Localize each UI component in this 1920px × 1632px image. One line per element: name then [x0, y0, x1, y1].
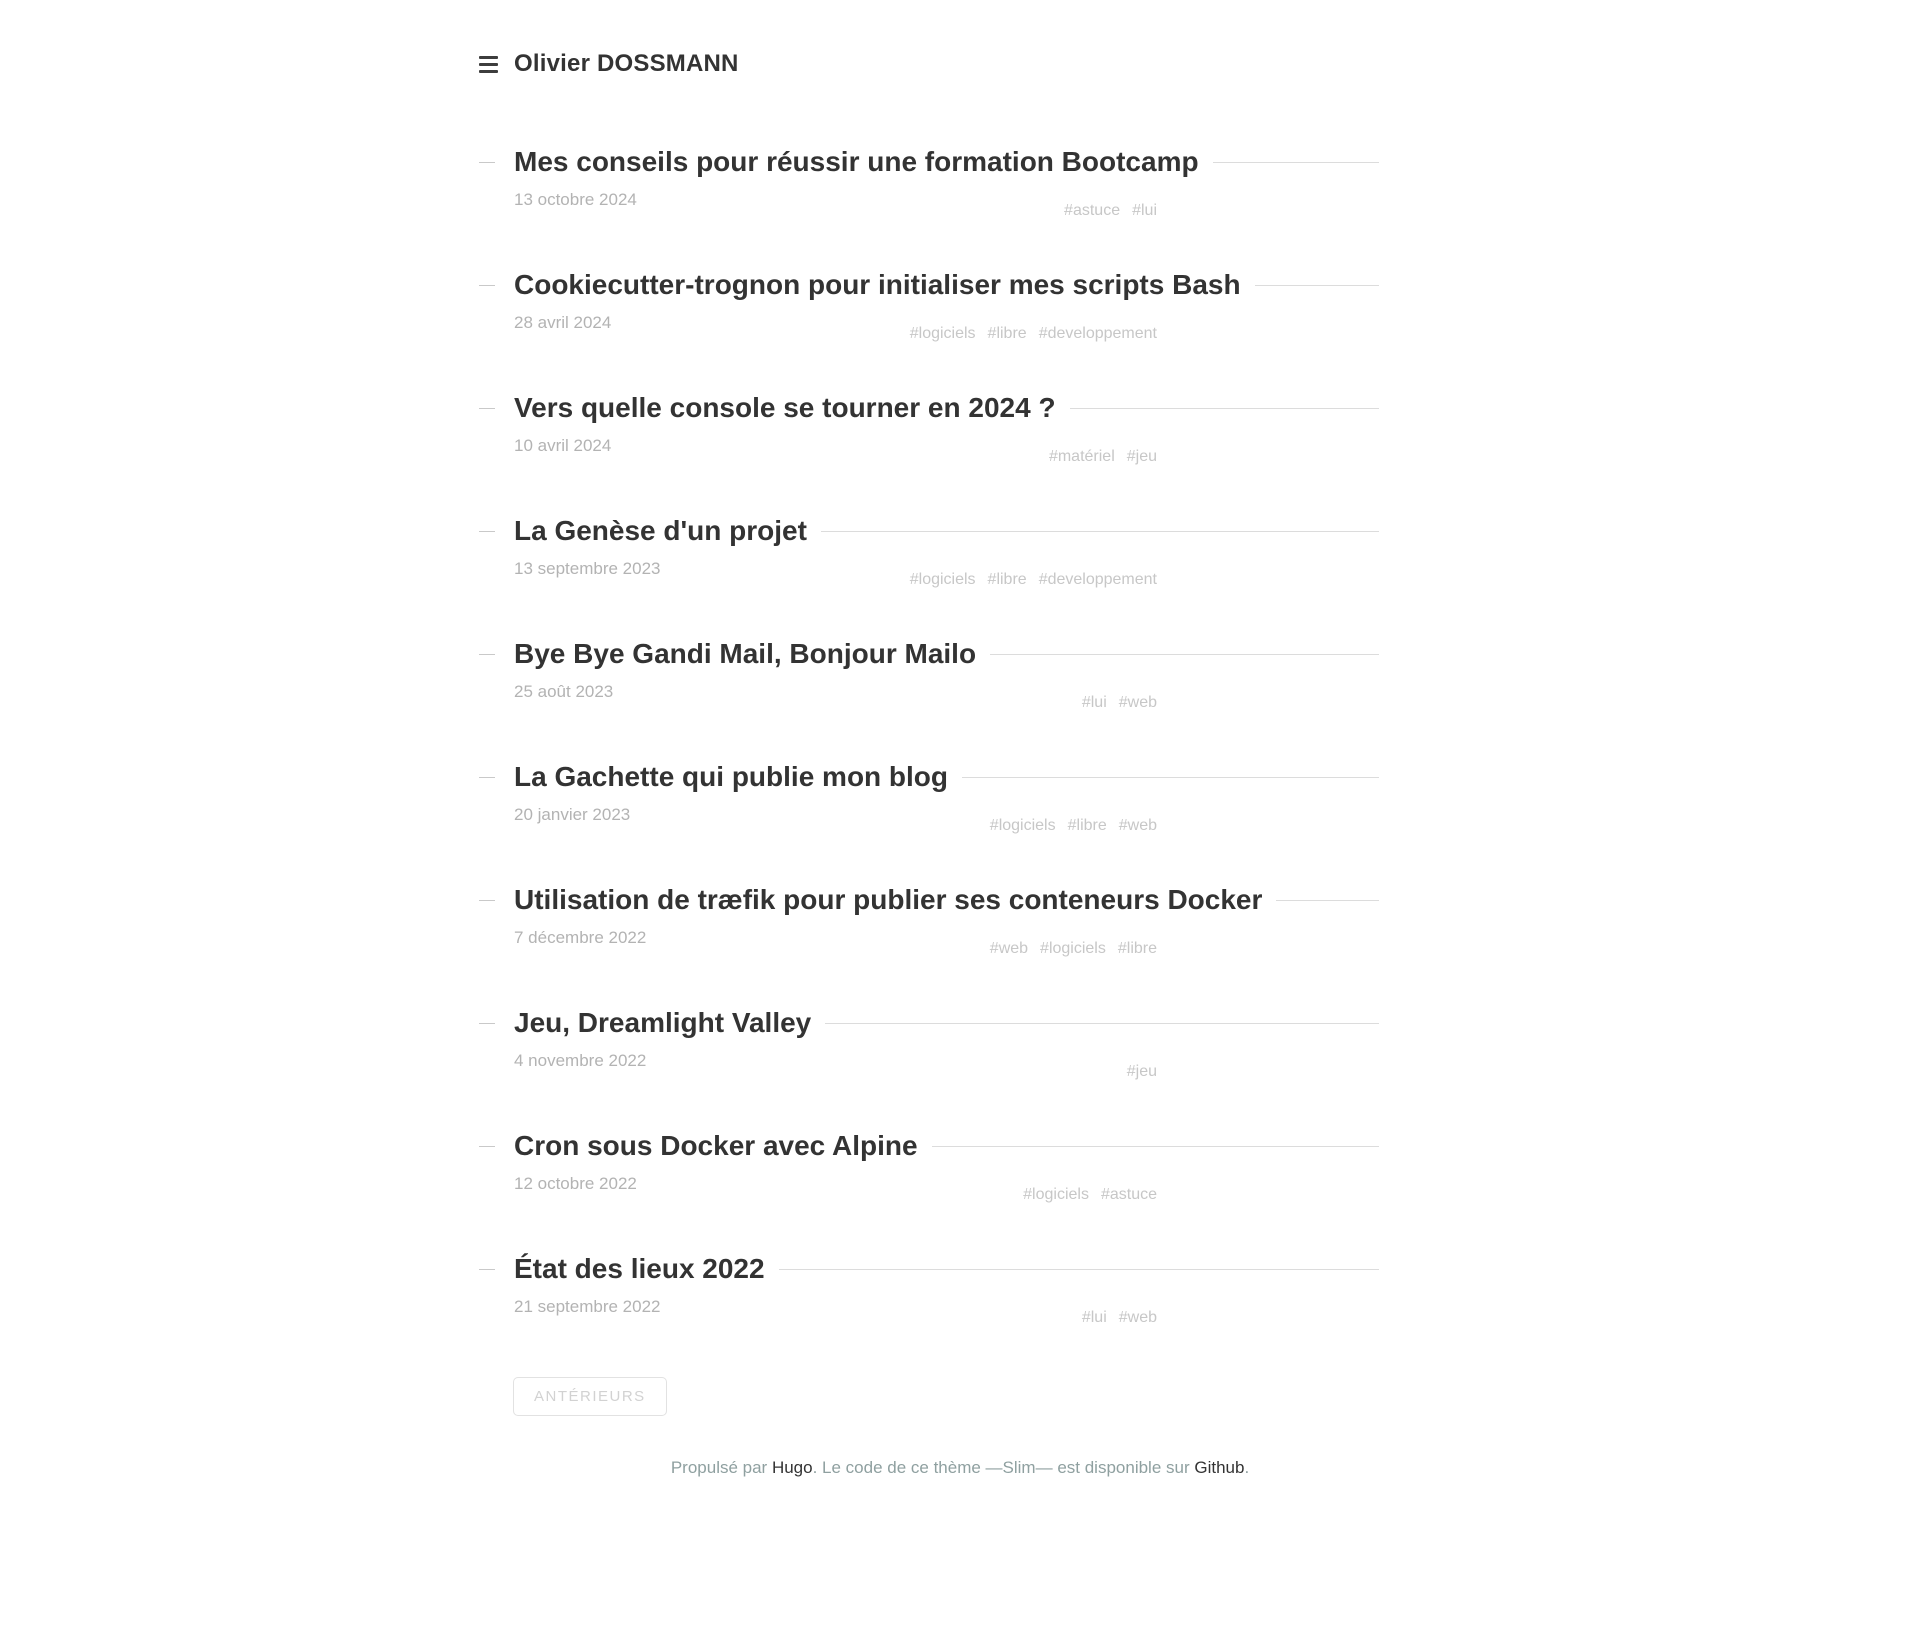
tag-link[interactable]: #web — [1118, 1309, 1157, 1326]
post-meta — [479, 557, 1379, 588]
post-date: 10 avril 2024 — [514, 436, 612, 455]
footer-suffix-text: . — [1244, 1458, 1250, 1477]
older-posts-button[interactable]: ANTÉRIEURS — [513, 1377, 667, 1416]
post-tags — [1049, 446, 1157, 468]
post-title — [479, 513, 1379, 549]
post-title — [479, 1128, 1379, 1164]
post-item — [479, 390, 1379, 465]
post-date: 21 septembre 2022 — [514, 1297, 661, 1316]
post-date: 20 janvier 2023 — [514, 805, 631, 824]
post-title-link[interactable]: Mes conseils pour réussir une formation Bootcamp — [514, 146, 1199, 177]
post-item — [479, 882, 1379, 957]
post-title-link[interactable]: État des lieux 2022 — [514, 1253, 765, 1284]
tag-link[interactable]: #web — [989, 940, 1029, 957]
post-meta — [479, 926, 1379, 957]
tag-link[interactable]: #lui — [1132, 202, 1157, 219]
footer-theme-text: . Le code de ce thème —Slim— est disponible sur — [812, 1458, 1195, 1477]
post-title-link[interactable]: La Genèse d'un projet — [514, 515, 807, 546]
post-meta — [479, 1172, 1379, 1203]
post-title — [479, 882, 1379, 918]
post-tags — [1064, 200, 1157, 222]
post-tags — [1082, 1307, 1157, 1329]
post-title — [479, 390, 1379, 426]
site-header — [479, 48, 1379, 80]
post-title — [479, 636, 1379, 672]
post-item — [479, 144, 1379, 219]
footer-powered-text: Propulsé par — [670, 1458, 772, 1477]
post-date: 28 avril 2024 — [514, 313, 612, 332]
post-date: 13 septembre 2023 — [514, 559, 661, 578]
post-item — [479, 636, 1379, 711]
tag-link[interactable]: #jeu — [1126, 448, 1157, 465]
site-footer — [0, 1458, 1920, 1504]
tag-link[interactable]: #logiciels — [909, 571, 976, 588]
post-list — [479, 144, 1379, 1326]
post-meta — [479, 680, 1379, 711]
tag-link[interactable]: #jeu — [1126, 1063, 1157, 1080]
tag-link[interactable]: #lui — [1081, 1309, 1107, 1326]
post-date: 7 décembre 2022 — [514, 928, 647, 947]
page-container — [479, 0, 1379, 1416]
post-title — [479, 267, 1379, 303]
site-title[interactable]: Olivier DOSSMANN — [514, 50, 739, 77]
post-title-link[interactable]: Cron sous Docker avec Alpine — [514, 1130, 918, 1161]
tag-link[interactable]: #lui — [1081, 694, 1107, 711]
post-item — [479, 759, 1379, 834]
post-title — [479, 144, 1379, 180]
post-tags — [1023, 1184, 1157, 1206]
tag-link[interactable]: #developpement — [1038, 325, 1157, 342]
post-title — [479, 1005, 1379, 1041]
post-tags — [910, 323, 1157, 345]
tag-link[interactable]: #libre — [1067, 817, 1107, 834]
post-tags — [1127, 1061, 1157, 1083]
post-date: 13 octobre 2024 — [514, 190, 637, 209]
tag-link[interactable]: #logiciels — [909, 325, 976, 342]
post-title-link[interactable]: Utilisation de træfik pour publier ses conteneurs Docker — [514, 884, 1263, 915]
tag-link[interactable]: #libre — [1117, 940, 1157, 957]
post-date: 25 août 2023 — [514, 682, 614, 701]
post-meta — [479, 1295, 1379, 1326]
post-title-link[interactable]: Cookiecutter-trognon pour initialiser mes scripts Bash — [514, 269, 1241, 300]
post-meta — [479, 803, 1379, 834]
hamburger-menu-icon[interactable] — [479, 56, 498, 73]
tag-link[interactable]: #matériel — [1048, 448, 1115, 465]
post-title-link[interactable]: Vers quelle console se tourner en 2024 ? — [514, 392, 1056, 423]
post-tags — [990, 938, 1157, 960]
post-meta — [479, 1049, 1379, 1080]
post-title-link[interactable]: Jeu, Dreamlight Valley — [514, 1007, 812, 1038]
tag-link[interactable]: #developpement — [1038, 571, 1157, 588]
post-item — [479, 267, 1379, 342]
tag-link[interactable]: #web — [1118, 817, 1157, 834]
post-title — [479, 1251, 1379, 1287]
post-date: 12 octobre 2022 — [514, 1174, 637, 1193]
github-link[interactable]: Github — [1194, 1458, 1245, 1477]
hugo-link[interactable]: Hugo — [771, 1458, 813, 1477]
post-title-link[interactable]: Bye Bye Gandi Mail, Bonjour Mailo — [514, 638, 977, 669]
post-meta — [479, 311, 1379, 342]
post-title-link[interactable]: La Gachette qui publie mon blog — [514, 761, 949, 792]
post-tags — [910, 569, 1157, 591]
tag-link[interactable]: #libre — [987, 325, 1027, 342]
tag-link[interactable]: #logiciels — [1040, 940, 1106, 957]
tag-link[interactable]: #libre — [987, 571, 1027, 588]
tag-link[interactable]: #logiciels — [989, 817, 1056, 834]
tag-link[interactable]: #astuce — [1064, 202, 1121, 219]
pagination — [479, 1377, 1379, 1416]
post-item — [479, 1005, 1379, 1080]
post-title — [479, 759, 1379, 795]
tag-link[interactable]: #astuce — [1100, 1186, 1157, 1203]
post-item — [479, 1128, 1379, 1203]
post-item — [479, 1251, 1379, 1326]
post-tags — [990, 815, 1157, 837]
post-meta — [479, 188, 1379, 219]
post-meta — [479, 434, 1379, 465]
post-tags — [1082, 692, 1157, 714]
tag-link[interactable]: #web — [1118, 694, 1157, 711]
post-date: 4 novembre 2022 — [514, 1051, 647, 1070]
post-item — [479, 513, 1379, 588]
tag-link[interactable]: #logiciels — [1023, 1186, 1089, 1203]
